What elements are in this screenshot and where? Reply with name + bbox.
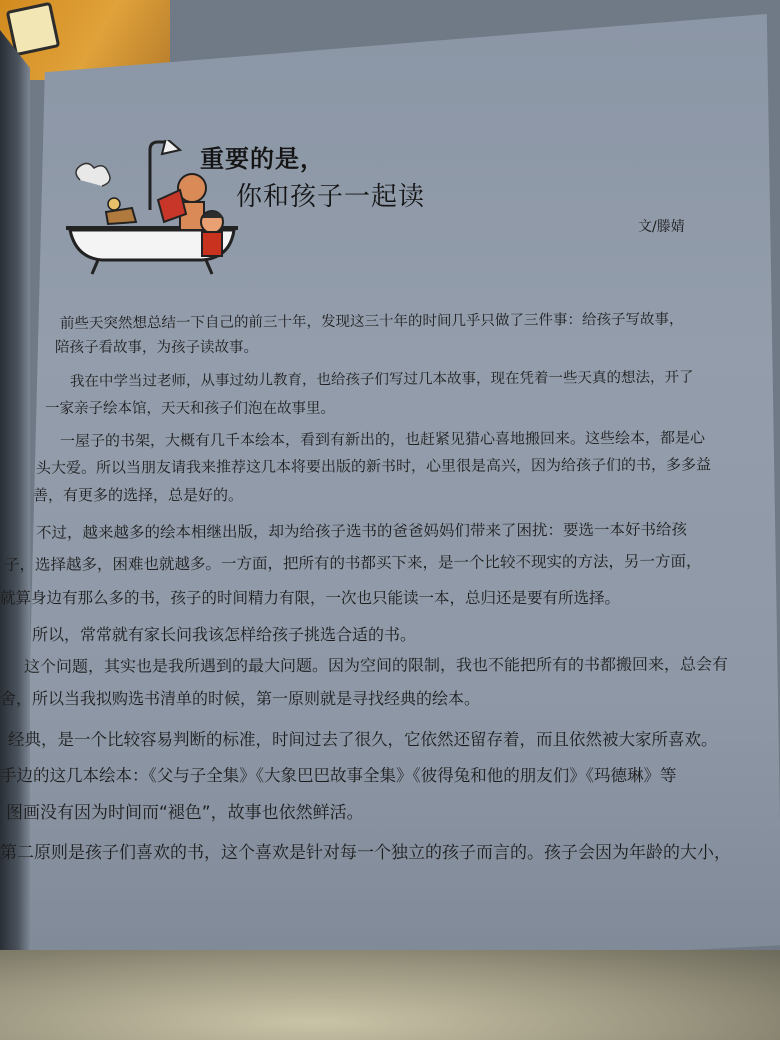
text-line: 这个问题，其实也是我所遇到的最大问题。因为空间的限制，我也不能把所有的书都搬回来，总会有 — [23, 654, 729, 676]
text-line: 善，有更多的选择，总是好的。 — [33, 486, 244, 504]
text-line: 头大爱。所以当朋友请我来推荐这几本将要出版的新书时，心里很是高兴，因为给孩子们的书，多多益 — [35, 455, 712, 477]
title-line-1: 重要的是， — [200, 145, 325, 173]
text-line: 一屋子的书架，大概有几千本绘本，看到有新出的，也赶紧见猎心喜地搬回来。这些绘本，都是心 — [59, 428, 706, 450]
text-line: 经典，是一个比较容易判断的标准，时间过去了很久，它依然还留存着，而且依然被大家所喜欢。 — [8, 730, 718, 749]
text-line: 我在中学当过老师，从事过幼儿教育，也给孩子们写过几本故事，现在凭着一些天真的想法，开了 — [69, 369, 694, 390]
text-line: 舍，所以当我拟购选书清单的时候，第一原则就是寻找经典的绘本。 — [0, 689, 481, 708]
text-line: 不过，越来越多的绘本相继出版，却为给孩子选书的爸爸妈妈们带来了困扰：要选一本好书给孩 — [35, 520, 688, 542]
text-line: 手边的这几本绘本：《父与子全集》《大象巴巴故事全集》《彼得兔和他的朋友们》《玛德琳》等 — [0, 766, 677, 785]
text-line: 陪孩子看故事，为孩子读故事。 — [55, 340, 258, 356]
text-line: 前些天突然想总结一下自己的前三十年，发现这三十年的时间几乎只做了三件事：给孩子写故事， — [59, 311, 684, 332]
text-line: 图画没有因为时间而“褪色”，故事也依然鲜活。 — [6, 803, 364, 823]
text-line: 一家亲子绘本馆，天天和孩子们泡在故事里。 — [45, 401, 335, 417]
text-line: 第二原则是孩子们喜欢的书，这个喜欢是针对每一个独立的孩子而言的。孩子会因为年龄的大小， — [0, 843, 731, 863]
text-line: 所以，常常就有家长问我该怎样给孩子挑选合适的书。 — [32, 625, 417, 644]
text-line: 子，选择越多，困难也就越多。一方面，把所有的书都买下来，是一个比较不现实的方法，另一方面， — [3, 552, 702, 574]
author-byline: 文/滕婧 — [638, 219, 685, 235]
text-line: 就算身边有那么多的书，孩子的时间精力有限，一次也只能读一本，总归还是要有所选择。 — [0, 589, 621, 607]
title-line-2: 你和孩子一起读 — [236, 182, 426, 212]
